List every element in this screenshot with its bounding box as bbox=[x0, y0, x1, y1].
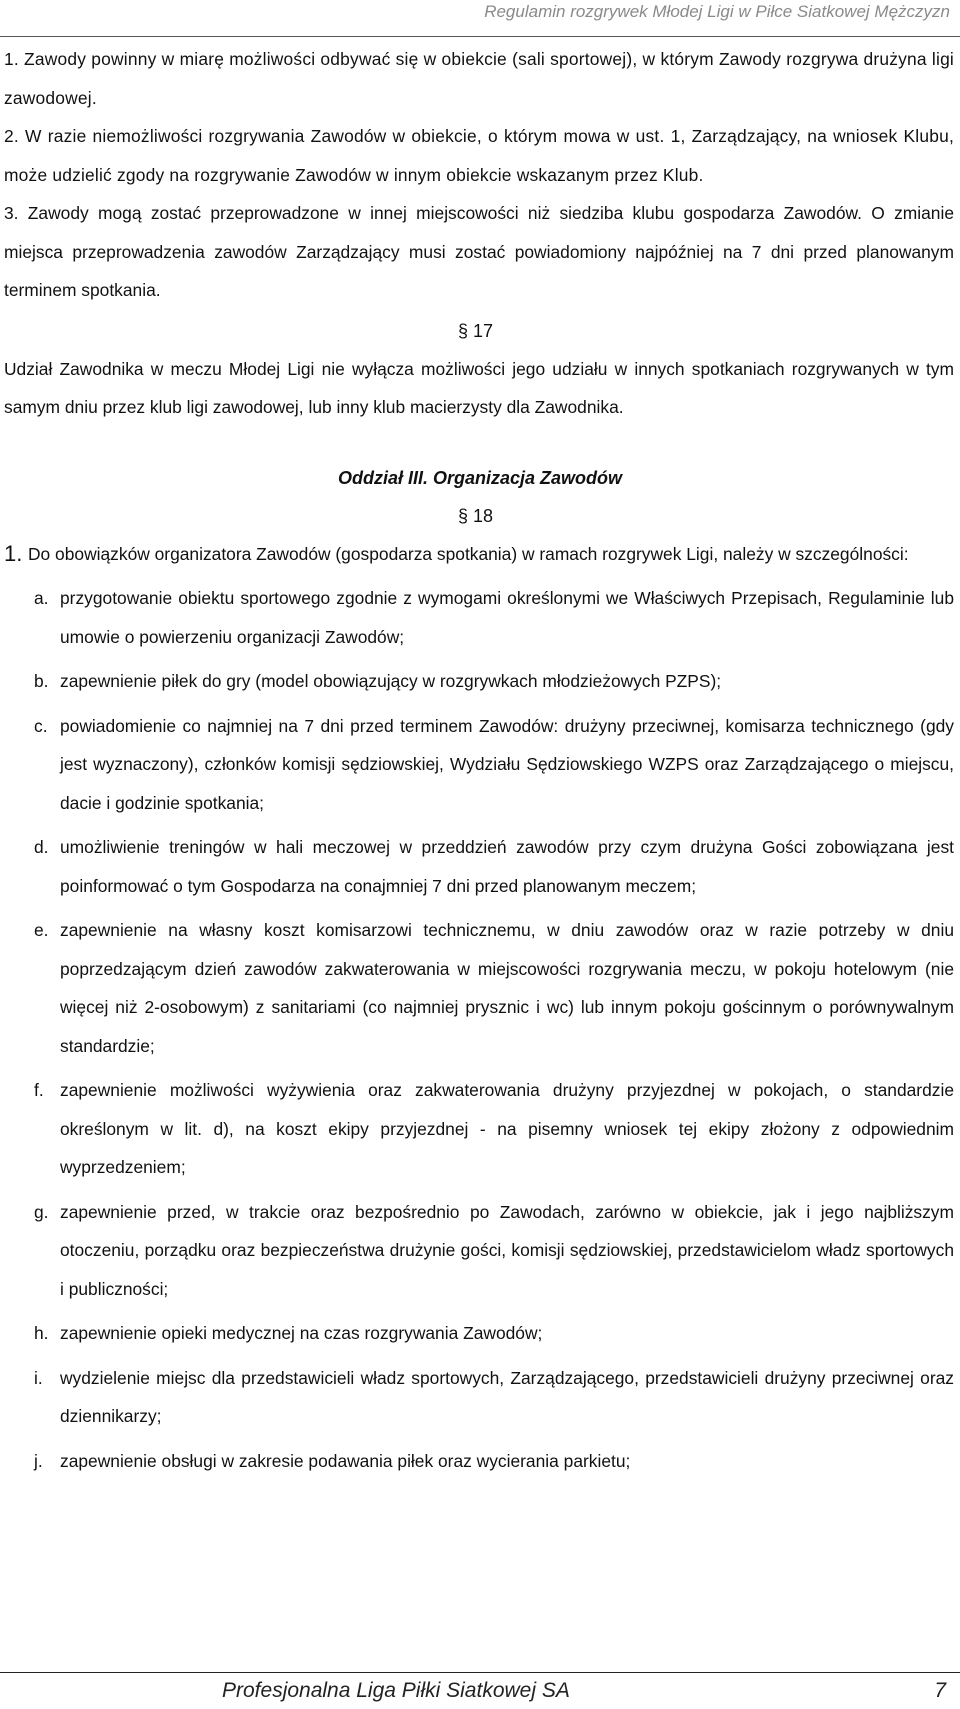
list-item-label: e. bbox=[34, 920, 49, 940]
list-item bbox=[34, 707, 954, 823]
header-rule bbox=[0, 36, 960, 37]
list-item bbox=[34, 1442, 954, 1481]
list-item bbox=[34, 1314, 954, 1353]
list-item-text: zapewnienie opieki medycznej na czas rozgrywania Zawodów; bbox=[60, 1323, 543, 1343]
list-item-text: zapewnienie możliwości wyżywienia oraz zakwaterowania drużyny przyjezdnej w pokojach, o standardzie określonym w lit. d), na koszt ekipy przyjezdnej - na pisemny wniosek tej ekipy złożony z odpowiednim wyprzedzeniem; bbox=[60, 1080, 954, 1177]
running-header: Regulamin rozgrywek Młodej Ligi w Piłce Siatkowej Mężczyzn bbox=[484, 2, 950, 21]
list-item-text: przygotowanie obiektu sportowego zgodnie z wymogami określonymi we Właściwych Przepisach, Regulaminie lub umowie o powierzeniu organizacji Zawodów; bbox=[60, 588, 954, 647]
page-number: 7 bbox=[934, 1679, 946, 1702]
list-item bbox=[34, 1071, 954, 1187]
page-footer bbox=[0, 1676, 960, 1708]
list-item-label: c. bbox=[34, 715, 48, 736]
list-item-label: h. bbox=[34, 1323, 49, 1343]
list-item-text: powiadomienie co najmniej na 7 dni przed terminem Zawodów: drużyny przeciwnej, komisarza technicznego (gdy jest wyznaczony), członków komisji sędziowskiej, Wydziału Sędziowskiego WZPS oraz Zarządzającego o miejscu, dacie i godzinie spotkania; bbox=[60, 715, 954, 813]
division-heading: Oddział III. Organizacja Zawodów bbox=[337, 467, 623, 488]
list-item-label: b. bbox=[34, 671, 49, 691]
list-item bbox=[34, 1193, 954, 1309]
list-item bbox=[34, 911, 954, 1065]
list-item bbox=[34, 662, 954, 701]
list-item-text: zapewnienie obsługi w zakresie podawania piłek oraz wycierania parkietu; bbox=[60, 1450, 631, 1471]
paragraph-3: 3. Zawody mogą zostać przeprowadzone w innej miejscowości niż siedziba klubu gospodarza Zawodów. O zmianie miejsca przeprowadzenia zawodów Zarządzający musi zostać powiadomiony najpóźniej na 7 dni przed planowanym terminem spotkania. bbox=[4, 203, 954, 300]
section-mark-17: § 17 bbox=[458, 320, 494, 341]
list-item bbox=[34, 579, 954, 656]
list-item-label: i. bbox=[34, 1367, 43, 1388]
list-item-label: d. bbox=[34, 837, 49, 857]
list-item-text: umożliwienie treningów w hali meczowej w przeddzień zawodów przy czym drużyna Gości zobowiązana jest poinformować o tym Gospodarza na conajmniej 7 dni przed planowanym meczem; bbox=[60, 837, 954, 896]
list-item-text: zapewnienie piłek do gry (model obowiązujący w rozgrywkach młodzieżowych PZPS); bbox=[60, 671, 722, 691]
paragraph-2: 2. W razie niemożliwości rozgrywania Zawodów w obiekcie, o którym mowa w ust. 1, Zarządzający, na wniosek Klubu, może udzielić zgody na rozgrywanie Zawodów w innym obiekcie wskazanym przez Klub. bbox=[4, 126, 954, 185]
footer-rule bbox=[0, 1672, 960, 1673]
section-18-item-1 bbox=[0, 535, 960, 574]
list-item bbox=[34, 828, 954, 905]
list-item-text: zapewnienie na własny koszt komisarzowi technicznemu, w dniu zawodów oraz w razie potrzeby w dniu poprzedzającym dzień zawodów zakwaterowania w miejscowości rozgrywania meczu, w pokoju hotelowym (nie więcej niż 2-osobowym) z sanitariami (co najmniej prysznic i wc) lub innym pokoju gościnnym o porównywalnym standardzie; bbox=[60, 920, 954, 1056]
item-number: 1. bbox=[4, 540, 23, 566]
section-17-text: Udział Zawodnika w meczu Młodej Ligi nie wyłącza możliwości jego udziału w innych spotkaniach rozgrywanych w tym samym dniu przez klub ligi zawodowej, lub inny klub macierzysty dla Zawodnika. bbox=[4, 358, 954, 417]
page-content bbox=[0, 40, 960, 1480]
list-item-label: a. bbox=[34, 588, 49, 608]
list-item-label: j. bbox=[34, 1450, 43, 1471]
list-item-text: zapewnienie przed, w trakcie oraz bezpośrednio po Zawodach, zarówno w obiekcie, jak i jego najbliższym otoczeniu, porządku oraz bezpieczeństwa drużynie gości, komisji sędziowskiej, przedstawicielom władz sportowych i publiczności; bbox=[60, 1201, 954, 1299]
list-item bbox=[34, 1359, 954, 1436]
obligations-list bbox=[0, 579, 960, 1480]
section-mark-18: § 18 bbox=[458, 505, 494, 526]
paragraph-1: 1. Zawody powinny w miarę możliwości odbywać się w obiekcie (sali sportowej), w którym Zawody rozgrywa drużyna ligi zawodowej. bbox=[4, 49, 954, 108]
list-item-label: f. bbox=[34, 1080, 44, 1100]
list-item-text: wydzielenie miejsc dla przedstawicieli władz sportowych, Zarządzającego, przedstawicieli drużyny przeciwnej oraz dziennikarzy; bbox=[60, 1367, 954, 1426]
footer-organization: Profesjonalna Liga Piłki Siatkowej SA bbox=[222, 1679, 570, 1702]
list-item-label: g. bbox=[34, 1201, 49, 1222]
item-text: Do obowiązków organizatora Zawodów (gospodarza spotkania) w ramach rozgrywek Ligi, należy w szczególności: bbox=[28, 543, 909, 564]
